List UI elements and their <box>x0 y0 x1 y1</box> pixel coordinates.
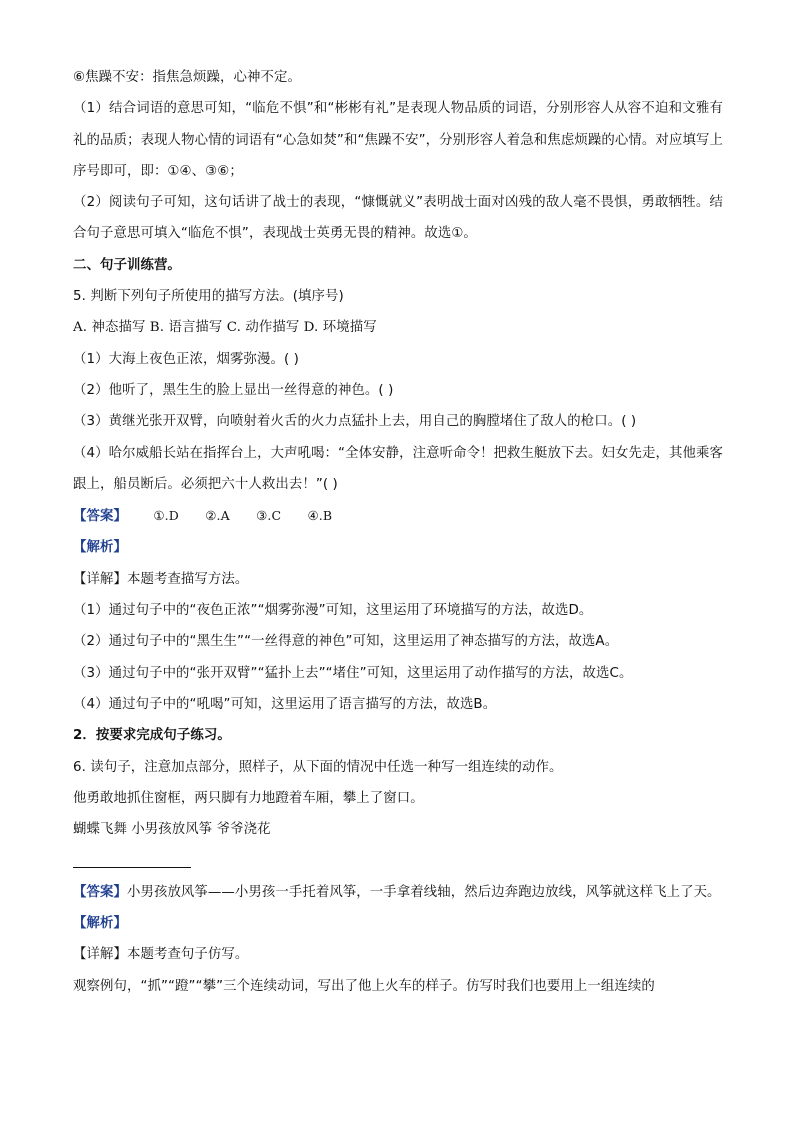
question-stem: 6. 读句子，注意加点部分，照样子，从下面的情况中任选一种写一组连续的动作。 <box>73 759 563 775</box>
section-heading: 2．按要求完成句子练习。 <box>73 728 231 744</box>
detail-line <box>73 564 723 595</box>
text-line: ⑥焦躁不安：指焦急烦躁，心神不定。 <box>73 70 301 85</box>
text-paragraph: （1）结合词语的意思可知，“临危不惧”和“彬彬有礼”是表现人物品质的词语，分别形容人从容不迫和文雅有礼的品质；表现人物心情的词语有“心急如焚”和“焦躁不安”，分别形容人着急和焦虑烦躁的心情。对应填写上序号即可，即：①④、③⑥； <box>73 101 723 179</box>
answer-text: 小男孩放风筝——小男孩一手托着风筝，一手拿着线轴，然后边奔跑边放线，风筝就这样飞上了天。 <box>126 884 721 900</box>
answer-label: 【答案】 <box>73 509 127 525</box>
question-options: A. 神态描写 B. 语言描写 C. 动作描写 D. 环境描写 <box>73 320 377 336</box>
analysis-label: 【解析】 <box>73 540 127 556</box>
text-paragraph: （2）阅读句子可知，这句话讲了战士的表现，“慷慨就义”表明战士面对凶残的敌人毫不畏惧，勇敢牺牲。结合句子意思可填入“临危不惧”，表现战士英勇无畏的精神。故选①。 <box>73 195 723 242</box>
analysis-item: （2）通过句子中的“黑生生”“一丝得意的神色”可知，这里运用了神态描写的方法，故选A。 <box>73 634 619 650</box>
question-item: （1）大海上夜色正浓，烟雾弥漫。( ) <box>73 351 299 367</box>
answer-underline <box>73 867 191 868</box>
detail-label: 【详解】 <box>73 947 127 963</box>
answer-item: ①.D <box>153 508 179 524</box>
detail-label: 【详解】 <box>73 571 127 587</box>
analysis-item: 观察例句，“抓”“蹬”“攀”三个连续动词，写出了他上火车的样子。仿写时我们也要用上一组连续的 <box>73 978 655 994</box>
answer-row <box>73 500 723 532</box>
question-item: （4）哈尔威船长站在指挥台上，大声吼喝：“全体安静，注意听命令！把救生艇放下去。妇女先走，其他乘客跟上，船员断后。必须把六十人救出去！”( ) <box>73 445 723 492</box>
section-heading: 二、句子训练营。 <box>73 257 181 273</box>
analysis-item: （3）通过句子中的“张开双臂”“猛扑上去”“堵住”可知，这里运用了动作描写的方法，故选C。 <box>73 665 633 681</box>
analysis-item: （1）通过句子中的“夜色正浓”“烟雾弥漫”可知，这里运用了环境描写的方法，故选D。 <box>73 603 593 619</box>
question-stem: 5. 判断下列句子所使用的描写方法。(填序号) <box>73 289 344 305</box>
answer-label: 【答案】 <box>73 884 127 900</box>
detail-text: 本题考查描写方法。 <box>126 571 249 587</box>
answer-blank <box>73 845 723 876</box>
detail-text: 本题考查句子仿写。 <box>126 947 249 963</box>
document-page <box>73 62 723 1002</box>
detail-line <box>73 939 723 970</box>
question-item: （2）他听了，黑生生的脸上显出一丝得意的神色。( ) <box>73 382 394 398</box>
answer-paragraph <box>73 877 723 908</box>
example-sentence: 他勇敢地抓住窗框，两只脚有力地蹬着车厢，攀上了窗口。 <box>73 790 424 806</box>
answer-item: ②.A <box>205 508 230 524</box>
analysis-label: 【解析】 <box>73 916 127 932</box>
analysis-item: （4）通过句子中的“吼喝”可知，这里运用了语言描写的方法，故选B。 <box>73 696 497 712</box>
answer-item: ④.B <box>307 508 333 524</box>
answer-item: ③.C <box>256 508 282 524</box>
choice-list: 蝴蝶飞舞 小男孩放风筝 爷爷浇花 <box>73 822 271 838</box>
question-item: （3）黄继光张开双臂，向喷射着火舌的火力点猛扑上去，用自己的胸膛堵住了敌人的枪口。( ) <box>73 414 637 430</box>
